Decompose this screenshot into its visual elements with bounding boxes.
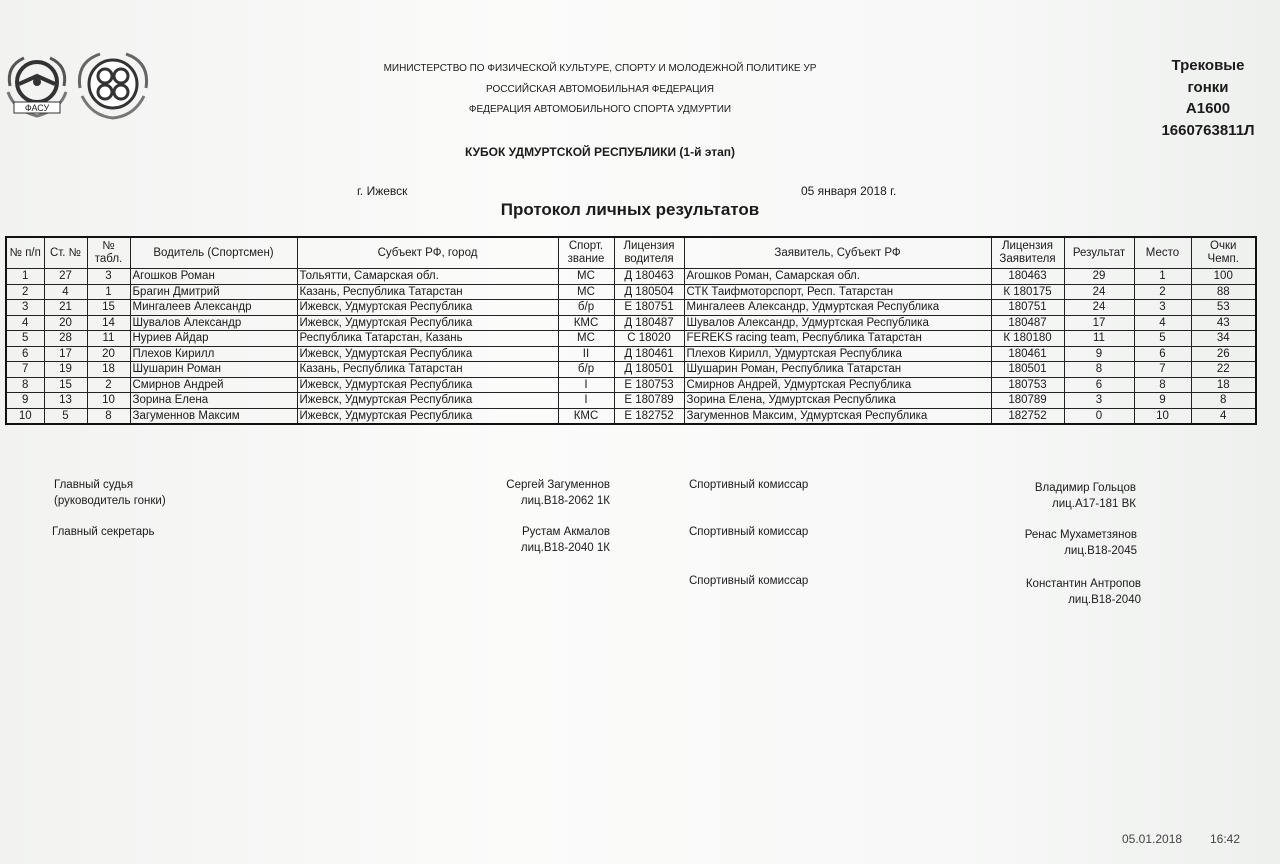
- cup-title: КУБОК УДМУРТСКОЙ РЕСПУБЛИКИ (1-й этап): [464, 145, 736, 159]
- table-cell: Ижевск, Удмуртская Республика: [297, 377, 558, 393]
- table-row: [6, 331, 1256, 347]
- judge-license: лиц.В18-2062 1К: [520, 495, 610, 507]
- table-cell: I: [558, 393, 614, 409]
- table-cell: Шувалов Александр: [130, 315, 297, 331]
- table-cell: 27: [44, 269, 87, 285]
- table-cell: 6: [6, 346, 44, 362]
- commissar-3-license: лиц.В18-2040: [1068, 594, 1141, 606]
- column-header: Место: [1134, 237, 1191, 269]
- table-cell: Агошков Роман, Самарская обл.: [684, 269, 991, 285]
- column-header: Результат: [1064, 237, 1134, 269]
- table-row: [6, 393, 1256, 409]
- table-cell: 3: [87, 269, 130, 285]
- table-cell: 24: [1064, 284, 1134, 300]
- table-cell: 17: [44, 346, 87, 362]
- table-cell: МС: [558, 284, 614, 300]
- table-cell: Агошков Роман: [130, 269, 297, 285]
- table-cell: Шушарин Роман: [130, 362, 297, 378]
- table-cell: КМС: [558, 408, 614, 424]
- table-row: [6, 346, 1256, 362]
- table-row: [6, 269, 1256, 285]
- judge-name: Сергей Загуменнов: [506, 479, 610, 491]
- table-cell: Зорина Елена: [130, 393, 297, 409]
- table-cell: Д 180501: [614, 362, 684, 378]
- table-cell: 7: [6, 362, 44, 378]
- table-cell: 8: [6, 377, 44, 393]
- table-cell: 20: [87, 346, 130, 362]
- table-cell: Шушарин Роман, Республика Татарстан: [684, 362, 991, 378]
- table-cell: 180487: [991, 315, 1064, 331]
- table-cell: 10: [6, 408, 44, 424]
- table-cell: 5: [44, 408, 87, 424]
- table-cell: 18: [87, 362, 130, 378]
- column-header: Лицензия водителя: [614, 237, 684, 269]
- table-cell: 8: [1064, 362, 1134, 378]
- table-cell: 22: [1191, 362, 1256, 378]
- table-cell: б/р: [558, 300, 614, 316]
- badge-line-1: Трековые: [1171, 57, 1245, 74]
- federation-line: РОССИЙСКАЯ АВТОМОБИЛЬНАЯ ФЕДЕРАЦИЯ: [486, 84, 714, 95]
- table-cell: 24: [1064, 300, 1134, 316]
- table-cell: Ижевск, Удмуртская Республика: [297, 393, 558, 409]
- table-cell: Брагин Дмитрий: [130, 284, 297, 300]
- badge-class: А1600: [1185, 100, 1231, 117]
- judge-role-note: (руководитель гонки): [54, 495, 166, 507]
- results-table: [5, 236, 1257, 425]
- table-cell: 2: [87, 377, 130, 393]
- table-cell: Тольятти, Самарская обл.: [297, 269, 558, 285]
- table-cell: 10: [87, 393, 130, 409]
- table-cell: К 180175: [991, 284, 1064, 300]
- table-cell: 13: [44, 393, 87, 409]
- table-row: [6, 284, 1256, 300]
- table-row: [6, 408, 1256, 424]
- table-cell: Д 180487: [614, 315, 684, 331]
- udmurt-federation-line: ФЕДЕРАЦИЯ АВТОМОБИЛЬНОГО СПОРТА УДМУРТИИ: [468, 104, 732, 115]
- table-cell: 4: [1191, 408, 1256, 424]
- judge-role: Главный судья: [54, 479, 134, 491]
- table-cell: 20: [44, 315, 87, 331]
- commissar-2-license: лиц.В18-2045: [1064, 545, 1137, 557]
- column-header: Ст. №: [44, 237, 87, 269]
- table-cell: СТК Таифмоторспорт, Респ. Татарстан: [684, 284, 991, 300]
- table-cell: 11: [87, 331, 130, 347]
- federation-emblem-icon: [72, 48, 154, 122]
- secretary-name: Рустам Акмалов: [521, 526, 610, 538]
- table-cell: 34: [1191, 331, 1256, 347]
- table-cell: Е 182752: [614, 408, 684, 424]
- table-cell: 21: [44, 300, 87, 316]
- commissar-1-license: лиц.А17-181 ВК: [1052, 498, 1136, 510]
- table-cell: 29: [1064, 269, 1134, 285]
- commissar-2-role: Спортивный комиссар: [689, 526, 809, 538]
- badge-code: 1660763811Л: [1161, 122, 1255, 139]
- table-cell: 17: [1064, 315, 1134, 331]
- secretary-license: лиц.В18-2040 1К: [520, 542, 610, 554]
- table-cell: 8: [1134, 377, 1191, 393]
- table-cell: Плехов Кирилл, Удмуртская Республика: [684, 346, 991, 362]
- table-cell: 15: [44, 377, 87, 393]
- table-cell: 6: [1064, 377, 1134, 393]
- table-cell: 180751: [991, 300, 1064, 316]
- table-cell: Д 180504: [614, 284, 684, 300]
- table-cell: 100: [1191, 269, 1256, 285]
- table-cell: Ижевск, Удмуртская Республика: [297, 315, 558, 331]
- table-cell: Нуриев Айдар: [130, 331, 297, 347]
- table-cell: 9: [6, 393, 44, 409]
- svg-text:ФАСУ: ФАСУ: [24, 103, 50, 113]
- table-cell: 180789: [991, 393, 1064, 409]
- table-cell: 53: [1191, 300, 1256, 316]
- table-cell: Плехов Кирилл: [130, 346, 297, 362]
- table-cell: б/р: [558, 362, 614, 378]
- event-date: 05 января 2018 г.: [801, 184, 897, 198]
- table-cell: 1: [87, 284, 130, 300]
- protocol-title: Протокол личных результатов: [500, 200, 760, 219]
- table-cell: МС: [558, 331, 614, 347]
- table-cell: 0: [1064, 408, 1134, 424]
- column-header: № п/п: [6, 237, 44, 269]
- table-cell: 10: [1134, 408, 1191, 424]
- commissar-3-role: Спортивный комиссар: [689, 575, 809, 587]
- table-cell: Загуменнов Максим: [130, 408, 297, 424]
- table-cell: 8: [87, 408, 130, 424]
- column-header: Спорт. звание: [558, 237, 614, 269]
- table-cell: 15: [87, 300, 130, 316]
- column-header: Лицензия Заявителя: [991, 237, 1064, 269]
- city: г. Ижевск: [357, 184, 408, 198]
- table-cell: 3: [1134, 300, 1191, 316]
- table-cell: К 180180: [991, 331, 1064, 347]
- table-cell: Шувалов Александр, Удмуртская Республика: [684, 315, 991, 331]
- table-cell: 2: [1134, 284, 1191, 300]
- table-cell: Ижевск, Удмуртская Республика: [297, 408, 558, 424]
- table-cell: 19: [44, 362, 87, 378]
- table-cell: Д 180461: [614, 346, 684, 362]
- table-cell: КМС: [558, 315, 614, 331]
- table-header-row: [6, 237, 1256, 269]
- table-cell: 6: [1134, 346, 1191, 362]
- table-cell: Е 180751: [614, 300, 684, 316]
- table-cell: 28: [44, 331, 87, 347]
- table-cell: 180501: [991, 362, 1064, 378]
- table-cell: 26: [1191, 346, 1256, 362]
- timestamp-date: 05.01.2018: [1122, 832, 1183, 846]
- table-cell: Мингалеев Александр: [130, 300, 297, 316]
- fasu-logo-icon: [4, 52, 70, 120]
- table-cell: 2: [6, 284, 44, 300]
- table-row: [6, 315, 1256, 331]
- table-cell: МС: [558, 269, 614, 285]
- table-cell: Смирнов Андрей: [130, 377, 297, 393]
- table-row: [6, 377, 1256, 393]
- table-cell: II: [558, 346, 614, 362]
- table-cell: Казань, Республика Татарстан: [297, 284, 558, 300]
- table-body: [6, 269, 1256, 425]
- table-cell: Д 180463: [614, 269, 684, 285]
- table-cell: Е 180753: [614, 377, 684, 393]
- table-cell: Ижевск, Удмуртская Республика: [297, 346, 558, 362]
- table-cell: Ижевск, Удмуртская Республика: [297, 300, 558, 316]
- column-header: Заявитель, Субъект РФ: [684, 237, 991, 269]
- table-cell: 9: [1064, 346, 1134, 362]
- table-cell: Е 180789: [614, 393, 684, 409]
- commissar-3-name: Константин Антропов: [1025, 578, 1141, 590]
- table-cell: 5: [1134, 331, 1191, 347]
- commissar-1-role: Спортивный комиссар: [689, 479, 809, 491]
- table-cell: 8: [1191, 393, 1256, 409]
- table-cell: 1: [6, 269, 44, 285]
- table-cell: 14: [87, 315, 130, 331]
- table-cell: 4: [1134, 315, 1191, 331]
- table-cell: 43: [1191, 315, 1256, 331]
- table-cell: 1: [1134, 269, 1191, 285]
- table-cell: 180463: [991, 269, 1064, 285]
- column-header: Водитель (Спортсмен): [130, 237, 297, 269]
- table-cell: Казань, Республика Татарстан: [297, 362, 558, 378]
- table-cell: FEREKS racing team, Республика Татарстан: [684, 331, 991, 347]
- table-cell: 9: [1134, 393, 1191, 409]
- timestamp-time: 16:42: [1210, 832, 1241, 846]
- table-cell: Зорина Елена, Удмуртская Республика: [684, 393, 991, 409]
- table-cell: 88: [1191, 284, 1256, 300]
- table-cell: 18: [1191, 377, 1256, 393]
- commissar-2-name: Ренас Мухаметзянов: [1024, 529, 1137, 541]
- table-cell: 4: [6, 315, 44, 331]
- ministry-line: МИНИСТЕРСТВО ПО ФИЗИЧЕСКОЙ КУЛЬТУРЕ, СПОРТУ И МОЛОДЕЖНОЙ ПОЛИТИКЕ УР: [383, 63, 817, 74]
- column-header: Субъект РФ, город: [297, 237, 558, 269]
- table-cell: 5: [6, 331, 44, 347]
- table-cell: Мингалеев Александр, Удмуртская Республика: [684, 300, 991, 316]
- column-header: Очки Чемп.: [1191, 237, 1256, 269]
- table-cell: С 18020: [614, 331, 684, 347]
- table-cell: 7: [1134, 362, 1191, 378]
- table-row: [6, 362, 1256, 378]
- badge-line-2: гонки: [1187, 79, 1229, 96]
- column-header: № табл.: [87, 237, 130, 269]
- table-cell: 180461: [991, 346, 1064, 362]
- commissar-1-name: Владимир Гольцов: [1034, 482, 1136, 494]
- table-cell: Республика Татарстан, Казань: [297, 331, 558, 347]
- table-cell: Смирнов Андрей, Удмуртская Республика: [684, 377, 991, 393]
- table-cell: 3: [1064, 393, 1134, 409]
- secretary-role: Главный секретарь: [52, 526, 155, 538]
- table-cell: I: [558, 377, 614, 393]
- table-row: [6, 300, 1256, 316]
- table-cell: 3: [6, 300, 44, 316]
- table-cell: 182752: [991, 408, 1064, 424]
- table-cell: 11: [1064, 331, 1134, 347]
- table-cell: 4: [44, 284, 87, 300]
- table-cell: Загуменнов Максим, Удмуртская Республика: [684, 408, 991, 424]
- table-cell: 180753: [991, 377, 1064, 393]
